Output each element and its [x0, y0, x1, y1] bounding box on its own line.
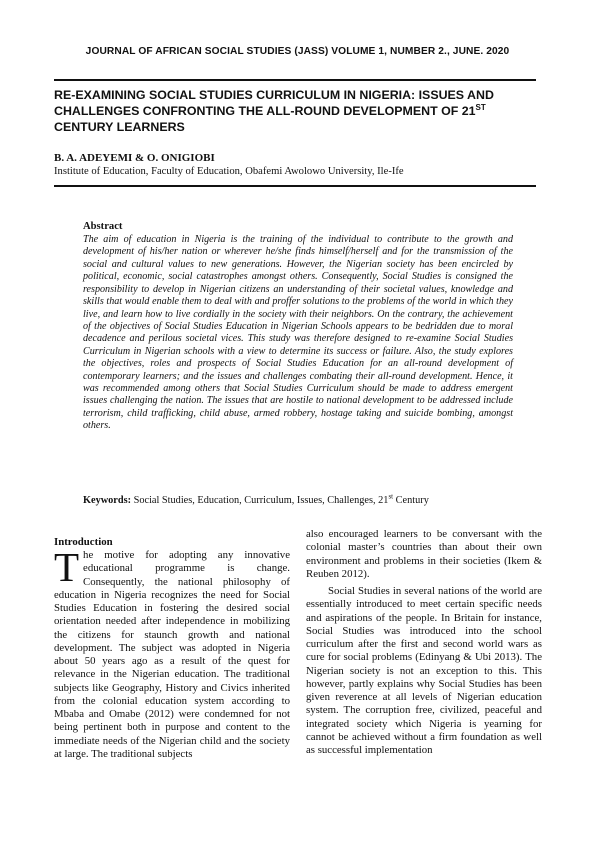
- right-paragraph-1: also encouraged learners to be conversant with the colonial master’s countries than about their own environment and problems in their societies (Ikem & Reuben 2012).: [306, 528, 542, 580]
- abstract-text: The aim of education in Nigeria is the training of the individual to contribute to the growth and development of his/her nation or wherever he/she finds himself/herself and for the transmission of the social and cultural values to new generations. However, the Nigerian society has been encircled by political, economic, social catastrophes amongst others. Consequently, Social Studies is consigned the responsibility to develop in Nigerian citizens an understanding of their societal values, knowledge and skills that would enable them to deal with and proffer solutions to the problems of the world in which they live, and learn how to live cordially in the society with their neighbors. On the contrary, the achievement of the objectives of Social Studies Education in Nigerian Schools appears to be bedridden due to moral decadence and perilous societal vices. This study was therefore designed to re-examine Social Studies Curriculum in Nigerian schools with a view to determine its success or failure. Also, the study explores the objectives, roles and prospects of Social Studies Education for an all-round development of contemporary learners; and the issues and challenges combating their all-round development. Hence, it was recommended among others that Social Studies Curriculum should be made to address emergent issues challenging the nation. The issues that are hostile to national development to be addressed include terrorism, child trafficking, child abuse, armed robbery, hostage taking and suicide bombing, amongst others.: [83, 234, 513, 432]
- title-end: CENTURY LEARNERS: [54, 120, 185, 134]
- keywords-superscript: st: [388, 492, 394, 501]
- keywords-end: Century: [393, 495, 429, 506]
- title-superscript: ST: [475, 102, 486, 112]
- keywords-label: Keywords:: [83, 495, 132, 506]
- keywords: [83, 492, 513, 506]
- article-title: [54, 87, 539, 135]
- authors: B. A. ADEYEMI & O. ONIGIOBI: [54, 152, 215, 164]
- title-main: RE-EXAMINING SOCIAL STUDIES CURRICULUM IN NIGERIA: ISSUES AND CHALLENGES CONFRONTING THE ALL-ROUND DEVELOPMENT OF 21: [54, 88, 494, 118]
- keywords-text: Social Studies, Education, Curriculum, Issues, Challenges, 21: [131, 495, 389, 506]
- drop-cap: T: [54, 544, 80, 590]
- journal-header: JOURNAL OF AFRICAN SOCIAL STUDIES (JASS) VOLUME 1, NUMBER 2., JUNE. 2020: [85, 46, 510, 57]
- left-column: [54, 528, 290, 761]
- right-column: [306, 528, 542, 757]
- introduction-paragraph: [54, 544, 290, 761]
- abstract-heading: Abstract: [83, 221, 123, 232]
- right-paragraph-2: Social Studies in several nations of the world are essentially introduced to meet certain specific needs and aspirations of the people. In Britain for instance, Social Studies was introduced into the school curriculum after the first and second world wars as cure for social problems (Edinyang & Ubi 2013). The Nigerian society is not an exception to this. This however, partly explains why Social Studies has been given reverence at all levels of Nigerian education system. The corruption free, civilized, peaceful and integrated society which Nigeria is yearning for cannot be achieved without a firm foundation as well as successful implementation: [306, 585, 542, 756]
- header-rule: [54, 79, 536, 81]
- author-rule: [54, 185, 536, 187]
- introduction-text: he motive for adopting any innovative educational programme is change. Consequently, the national philosophy of education in Nigeria recognizes the need for Social Studies Education in fostering the desired social orientation needed after independence in mobilizing the citizens for staunch growth and national development. The subject was adopted in Nigeria about 50 years ago as a result of the quest for relevance in the Nigerian education. The traditional subjects like Geography, History and Civics inherited from the colonial education system according to Mbaba and Omabe (2012) were condemned for not being pertinent both in purpose and content to the immediate needs of the Nigerian child and the society at large. The traditional subjects: [54, 549, 290, 760]
- introduction-heading: Introduction: [54, 536, 113, 548]
- affiliation: Institute of Education, Faculty of Education, Obafemi Awolowo University, Ile-Ife: [54, 166, 404, 177]
